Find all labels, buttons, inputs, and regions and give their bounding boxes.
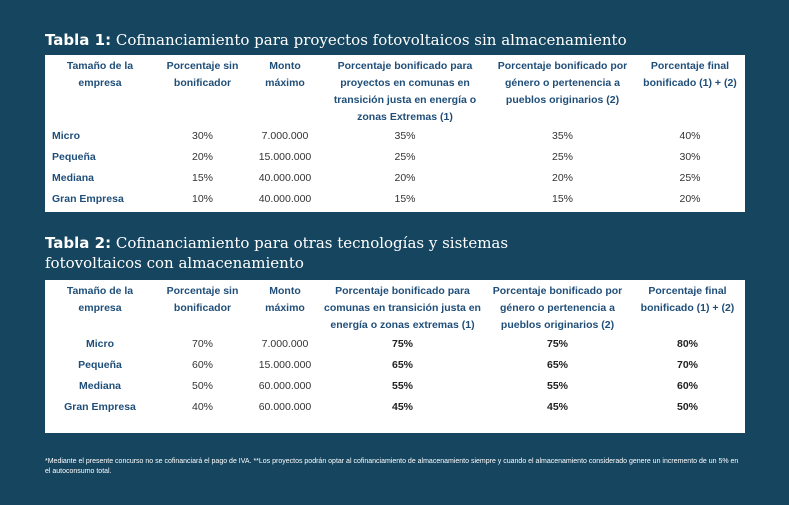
table-cell: Pequeña <box>78 359 122 371</box>
table-cell: 30% <box>191 130 213 142</box>
table-cell: 7.000.000 <box>261 338 309 350</box>
table-cell: Mediana <box>78 380 121 392</box>
table-cell: 45% <box>546 401 568 413</box>
table-cell: 20% <box>394 172 416 184</box>
table-row <box>45 376 745 397</box>
table-cell: 70% <box>676 359 698 371</box>
table1-title: Cofinanciamiento para proyectos fotovoltaicos sin almacenamiento <box>111 31 627 49</box>
table-cell: Micro <box>52 130 81 142</box>
table-cell: 25% <box>679 172 701 184</box>
table-row <box>45 334 745 355</box>
table-cell: 60.000.000 <box>258 380 312 392</box>
table-cell: 40.000.000 <box>258 172 312 184</box>
table-cell: 25% <box>551 151 573 163</box>
table-cell: 50% <box>676 401 698 413</box>
table1-header-base: Porcentaje sin bonificador <box>166 60 239 89</box>
table-cell: 35% <box>551 130 573 142</box>
table-cell: 15% <box>394 193 416 205</box>
table-cell: 45% <box>391 401 413 413</box>
table1-header-row <box>45 55 745 126</box>
table-cell: Mediana <box>52 172 95 184</box>
table-cell: 20% <box>191 151 213 163</box>
table-cell: 60% <box>191 359 213 371</box>
table-cell: 20% <box>551 172 573 184</box>
table-cell: 60.000.000 <box>258 401 312 413</box>
table2-header-communes: Porcentaje bonificado para comunas en transición justa en energía o zonas extremas (1) <box>324 285 481 331</box>
table1-header-size: Tamaño de la empresa <box>66 60 134 89</box>
table-cell: 65% <box>546 359 568 371</box>
table-cell: 15.000.000 <box>258 151 312 163</box>
table-row <box>45 355 745 376</box>
table-cell: 20% <box>679 193 701 205</box>
table-cell: 15% <box>191 172 213 184</box>
table2-header-size: Tamaño de la empresa <box>66 285 134 314</box>
table-cell: 60% <box>676 380 698 392</box>
table-cell: 50% <box>191 380 213 392</box>
table2-header-final: Porcentaje final bonificado (1) + (2) <box>640 285 735 314</box>
table-cell: 30% <box>679 151 701 163</box>
table2-title: Cofinanciamiento para otras tecnologías y sistemas fotovoltaicos con almacenamiento <box>45 234 509 272</box>
table-cell: 35% <box>394 130 416 142</box>
table-cell: 70% <box>191 338 213 350</box>
table1-caption <box>45 30 745 50</box>
table-cell: 25% <box>394 151 416 163</box>
table-row <box>45 147 745 168</box>
table-cell: 80% <box>676 338 698 350</box>
table-cell: 75% <box>391 338 413 350</box>
table-cell: 75% <box>546 338 568 350</box>
table1-panel <box>45 55 745 212</box>
table1-header-gender: Porcentaje bonificado por género o pertenencia a pueblos originarios (2) <box>497 60 628 106</box>
table-row <box>45 397 745 418</box>
table1-header-communes: Porcentaje bonificado para proyectos en comunas en transición justa en energía o zonas Extremas (1) <box>333 60 477 123</box>
table2-header-gender: Porcentaje bonificado por género o pertenencia a pueblos originarios (2) <box>492 285 623 331</box>
table-cell: Pequeña <box>52 151 96 163</box>
table2 <box>45 280 745 418</box>
table-cell: 55% <box>546 380 568 392</box>
table-cell: Gran Empresa <box>64 401 136 413</box>
table-cell: 65% <box>391 359 413 371</box>
table1 <box>45 55 745 210</box>
table-cell: 15.000.000 <box>258 359 312 371</box>
table2-label: Tabla 2: <box>45 234 112 252</box>
table-cell: 7.000.000 <box>261 130 309 142</box>
table-cell: 40% <box>191 401 213 413</box>
table2-header-row <box>45 280 745 334</box>
table-row <box>45 189 745 210</box>
table-cell: 55% <box>391 380 413 392</box>
table-row <box>45 126 745 147</box>
table1-label: Tabla 1: <box>45 31 112 49</box>
table1-header-amount: Monto máximo <box>265 60 305 89</box>
footnote: *Mediante el presente concurso no se cofinanciará el pago de IVA. **Los proyectos podrán optar al cofinanciamiento de almacenamiento siempre y cuando el almacenamiento considerado genere un incremento de un 5% en el autoconsumo total. <box>45 458 739 475</box>
table2-header-amount: Monto máximo <box>265 285 305 314</box>
table-cell: Micro <box>85 338 114 350</box>
table-cell: 40% <box>679 130 701 142</box>
table-cell: 15% <box>551 193 573 205</box>
table-cell: 40.000.000 <box>258 193 312 205</box>
table-cell: Gran Empresa <box>52 193 124 205</box>
table1-header-final: Porcentaje final bonificado (1) + (2) <box>643 60 737 89</box>
table-row <box>45 168 745 189</box>
table2-header-base: Porcentaje sin bonificador <box>166 285 239 314</box>
table2-caption <box>45 233 565 273</box>
table-cell: 10% <box>191 193 213 205</box>
table2-panel <box>45 280 745 433</box>
